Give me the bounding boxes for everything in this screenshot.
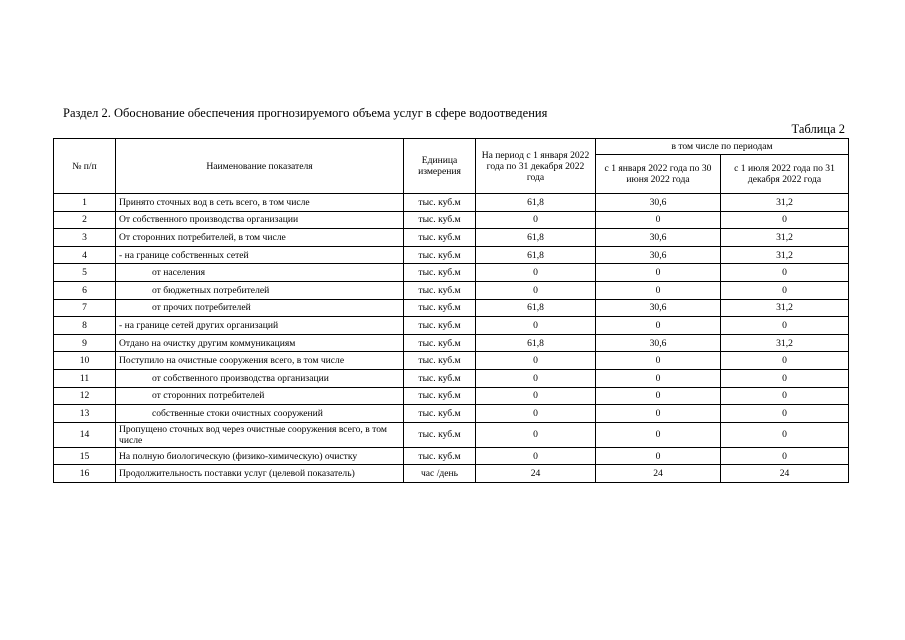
row-name: Пропущено сточных вод через очистные сооружения всего, в том числе xyxy=(116,422,404,447)
row-number: 6 xyxy=(54,281,116,299)
row-name: от собственного производства организации xyxy=(116,369,404,387)
row-name: - на границе собственных сетей xyxy=(116,246,404,264)
row-total: 61,8 xyxy=(476,246,596,264)
row-number: 14 xyxy=(54,422,116,447)
row-number: 11 xyxy=(54,369,116,387)
row-half2: 31,2 xyxy=(721,299,849,317)
row-unit: тыс. куб.м xyxy=(404,422,476,447)
row-half1: 0 xyxy=(596,352,721,370)
row-number: 9 xyxy=(54,334,116,352)
table-row xyxy=(54,299,849,317)
row-name: от бюджетных потребителей xyxy=(116,281,404,299)
row-half1: 30,6 xyxy=(596,229,721,247)
row-total: 61,8 xyxy=(476,299,596,317)
table-row xyxy=(54,317,849,335)
row-unit: тыс. куб.м xyxy=(404,352,476,370)
table-row xyxy=(54,246,849,264)
row-unit: тыс. куб.м xyxy=(404,229,476,247)
row-total: 0 xyxy=(476,352,596,370)
row-half2: 0 xyxy=(721,352,849,370)
header-unit: Единица измерения xyxy=(404,139,476,194)
table-row xyxy=(54,447,849,465)
row-number: 4 xyxy=(54,246,116,264)
header-sub-group: в том числе по периодам xyxy=(596,139,849,155)
row-total: 0 xyxy=(476,387,596,405)
row-half2: 0 xyxy=(721,405,849,423)
row-half1: 0 xyxy=(596,405,721,423)
row-total: 61,8 xyxy=(476,194,596,212)
row-half2: 0 xyxy=(721,317,849,335)
row-number: 10 xyxy=(54,352,116,370)
table-row xyxy=(54,211,849,229)
row-unit: тыс. куб.м xyxy=(404,369,476,387)
row-half2: 0 xyxy=(721,387,849,405)
row-total: 0 xyxy=(476,264,596,282)
row-number: 15 xyxy=(54,447,116,465)
row-total: 61,8 xyxy=(476,334,596,352)
row-total: 0 xyxy=(476,447,596,465)
row-half2: 0 xyxy=(721,281,849,299)
section-title: Раздел 2. Обоснование обеспечения прогнозируемого объема услуг в сфере водоотведения xyxy=(63,106,548,120)
row-half2: 24 xyxy=(721,465,849,483)
row-unit: тыс. куб.м xyxy=(404,299,476,317)
row-unit: тыс. куб.м xyxy=(404,334,476,352)
row-half1: 30,6 xyxy=(596,194,721,212)
row-number: 5 xyxy=(54,264,116,282)
row-name: собственные стоки очистных сооружений xyxy=(116,405,404,423)
table-row xyxy=(54,405,849,423)
row-number: 16 xyxy=(54,465,116,483)
row-half1: 24 xyxy=(596,465,721,483)
row-name: Принято сточных вод в сеть всего, в том числе xyxy=(116,194,404,212)
row-total: 0 xyxy=(476,317,596,335)
row-unit: час /день xyxy=(404,465,476,483)
row-half1: 0 xyxy=(596,317,721,335)
row-half1: 30,6 xyxy=(596,334,721,352)
table-row xyxy=(54,334,849,352)
row-half2: 0 xyxy=(721,369,849,387)
row-name: Поступило на очистные сооружения всего, в том числе xyxy=(116,352,404,370)
row-half2: 0 xyxy=(721,211,849,229)
row-name: от сторонних потребителей xyxy=(116,387,404,405)
row-total: 0 xyxy=(476,369,596,387)
table-row xyxy=(54,352,849,370)
row-total: 24 xyxy=(476,465,596,483)
row-number: 7 xyxy=(54,299,116,317)
row-half2: 31,2 xyxy=(721,334,849,352)
row-number: 13 xyxy=(54,405,116,423)
header-period: На период с 1 января 2022 года по 31 декабря 2022 года xyxy=(476,139,596,194)
services-volume-table xyxy=(53,138,849,483)
row-half1: 0 xyxy=(596,211,721,229)
table-row xyxy=(54,194,849,212)
row-total: 61,8 xyxy=(476,229,596,247)
row-half2: 31,2 xyxy=(721,194,849,212)
row-half1: 0 xyxy=(596,264,721,282)
row-number: 1 xyxy=(54,194,116,212)
row-number: 8 xyxy=(54,317,116,335)
table-row xyxy=(54,465,849,483)
row-unit: тыс. куб.м xyxy=(404,447,476,465)
row-unit: тыс. куб.м xyxy=(404,194,476,212)
row-half1: 30,6 xyxy=(596,299,721,317)
row-total: 0 xyxy=(476,422,596,447)
row-name: От собственного производства организации xyxy=(116,211,404,229)
row-name: От сторонних потребителей, в том числе xyxy=(116,229,404,247)
row-half2: 31,2 xyxy=(721,229,849,247)
table-row xyxy=(54,281,849,299)
table-row xyxy=(54,387,849,405)
row-half2: 0 xyxy=(721,264,849,282)
row-name: На полную биологическую (физико-химическую) очистку xyxy=(116,447,404,465)
header-half2: с 1 июля 2022 года по 31 декабря 2022 года xyxy=(721,155,849,194)
row-number: 3 xyxy=(54,229,116,247)
header-half1: с 1 января 2022 года по 30 июня 2022 года xyxy=(596,155,721,194)
row-half1: 0 xyxy=(596,281,721,299)
row-half1: 0 xyxy=(596,369,721,387)
row-unit: тыс. куб.м xyxy=(404,264,476,282)
row-half1: 30,6 xyxy=(596,246,721,264)
row-half1: 0 xyxy=(596,447,721,465)
row-unit: тыс. куб.м xyxy=(404,387,476,405)
row-name: Отдано на очистку другим коммуникациям xyxy=(116,334,404,352)
row-half2: 0 xyxy=(721,447,849,465)
header-name: Наименование показателя xyxy=(116,139,404,194)
table-row xyxy=(54,264,849,282)
header-num: № п/п xyxy=(54,139,116,194)
row-unit: тыс. куб.м xyxy=(404,317,476,335)
row-half1: 0 xyxy=(596,387,721,405)
row-unit: тыс. куб.м xyxy=(404,281,476,299)
table-row xyxy=(54,369,849,387)
row-total: 0 xyxy=(476,405,596,423)
row-number: 12 xyxy=(54,387,116,405)
row-name: Продолжительность поставки услуг (целевой показатель) xyxy=(116,465,404,483)
row-half2: 0 xyxy=(721,422,849,447)
table-row xyxy=(54,229,849,247)
table-label: Таблица 2 xyxy=(791,122,845,136)
row-number: 2 xyxy=(54,211,116,229)
row-half2: 31,2 xyxy=(721,246,849,264)
table-row xyxy=(54,422,849,447)
row-unit: тыс. куб.м xyxy=(404,211,476,229)
row-half1: 0 xyxy=(596,422,721,447)
row-name: от населения xyxy=(116,264,404,282)
row-total: 0 xyxy=(476,211,596,229)
row-name: от прочих потребителей xyxy=(116,299,404,317)
row-unit: тыс. куб.м xyxy=(404,405,476,423)
row-unit: тыс. куб.м xyxy=(404,246,476,264)
row-total: 0 xyxy=(476,281,596,299)
row-name: - на границе сетей других организаций xyxy=(116,317,404,335)
